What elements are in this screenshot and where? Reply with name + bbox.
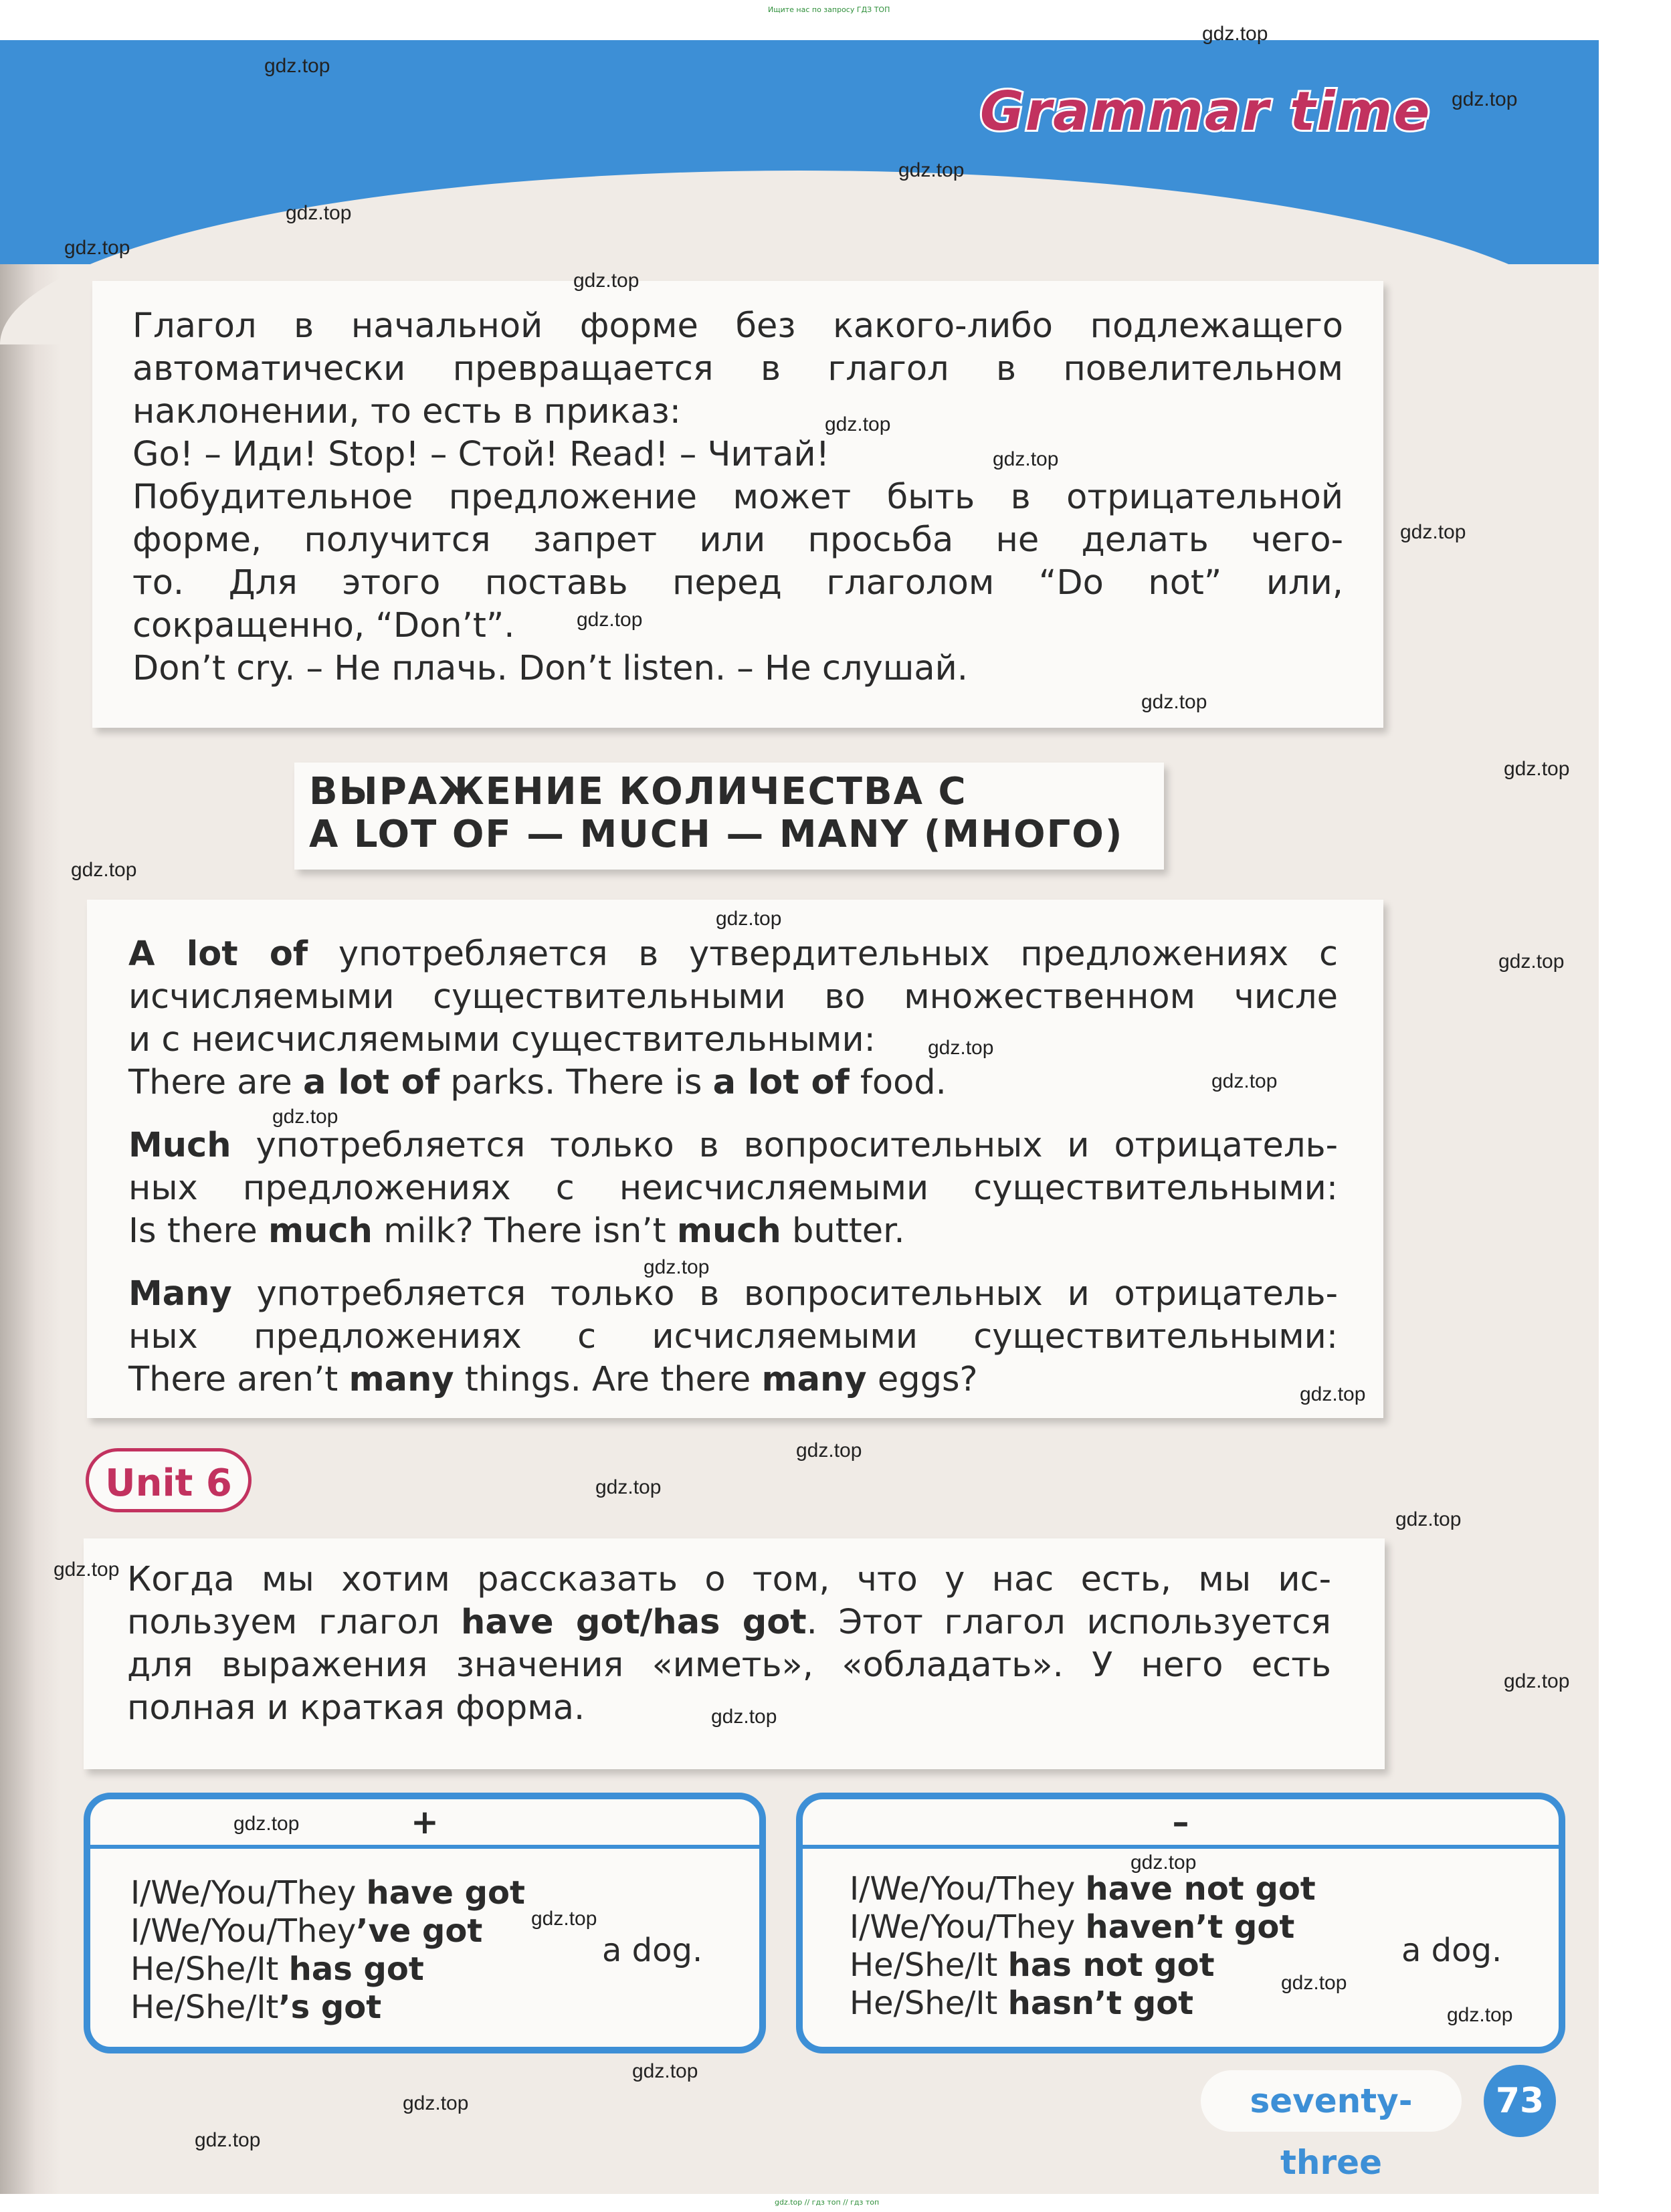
quantity-heading	[294, 763, 1164, 870]
positive-forms-table	[84, 1793, 766, 2053]
watermark: gdz.top	[195, 2129, 261, 2151]
many-term: Many	[128, 1274, 232, 1314]
positive-rows	[130, 1874, 525, 2027]
watermark: gdz.top	[993, 448, 1059, 470]
text-line: исчисляемыми существительными во множественном числе	[128, 977, 1338, 1017]
subject: I/We/You/They	[130, 1912, 357, 1950]
watermark: gdz.top	[577, 609, 643, 631]
watermark: gdz.top	[1281, 1972, 1347, 1994]
unit-label: Unit 6	[86, 1448, 252, 1512]
watermark: gdz.top	[286, 202, 352, 224]
bottom-note: gdz.top // гдз топ // гдз топ	[775, 2198, 880, 2207]
text-line: ных предложениях с неисчисляемыми существительными:	[128, 1169, 1338, 1208]
watermark: gdz.top	[796, 1439, 862, 1462]
page-title: Grammar time	[980, 80, 1432, 142]
rule-text: . Этот глагол используется	[806, 1603, 1331, 1642]
example-text: food.	[860, 1063, 947, 1102]
watermark: gdz.top	[595, 1476, 662, 1498]
watermark: gdz.top	[71, 859, 137, 881]
watermark: gdz.top	[54, 1559, 120, 1581]
table-row	[130, 1912, 525, 1950]
watermark: gdz.top	[1211, 1070, 1278, 1092]
text-line: форме, получится запрет или просьба не делать чего-	[132, 520, 1343, 560]
table-row	[130, 1989, 525, 2027]
example-text: There aren’t	[128, 1360, 338, 1399]
watermark: gdz.top	[711, 1706, 777, 1728]
rule-text: употребляется только в вопросительных и отрицатель-	[256, 1274, 1338, 1314]
much-example	[128, 1210, 1338, 1253]
example-text: parks. There is	[450, 1063, 702, 1102]
alot-rule-line	[128, 933, 1338, 976]
top-note: Ищите нас по запросу ГДЗ ТОП	[768, 5, 890, 14]
positive-object: a dog.	[602, 1932, 703, 1969]
heading-line: A LOT OF — MUCH — MANY (МНОГО)	[309, 813, 1124, 856]
example-text: Is there	[128, 1211, 258, 1251]
text-line: и с неисчисляемыми существительными:	[128, 1020, 876, 1060]
example-text: milk? There isn’t	[383, 1211, 666, 1251]
much-term: Much	[128, 1126, 231, 1165]
watermark: gdz.top	[531, 1908, 597, 1930]
imperative-text	[132, 305, 1343, 690]
watermark: gdz.top	[403, 2092, 469, 2114]
text-line: то. Для этого поставь перед глаголом “Do not” или,	[132, 563, 1343, 603]
watermark: gdz.top	[632, 2060, 698, 2082]
verb-form: ’ve got	[356, 1912, 483, 1950]
text-line: для выражения значения «иметь», «обладать». У него есть	[127, 1645, 1331, 1685]
have-got-keyword: have got/has got	[461, 1603, 807, 1642]
imperative-rule-box	[92, 281, 1383, 728]
subject: I/We/You/They	[130, 1874, 357, 1912]
watermark: gdz.top	[928, 1037, 994, 1059]
positive-header: +	[90, 1799, 759, 1849]
watermark: gdz.top	[1131, 1851, 1197, 1874]
page-number: 73	[1484, 2065, 1556, 2137]
text-line: наклонении, то есть в приказ:	[132, 392, 681, 431]
example-keyword: many	[349, 1360, 454, 1399]
alot-term: A lot of	[128, 934, 308, 974]
verb-form: hasn’t got	[1007, 1985, 1194, 2022]
rule-text: употребляется только в вопросительных и отрицатель-	[256, 1126, 1338, 1165]
watermark: gdz.top	[716, 908, 782, 930]
example-keyword: much	[268, 1211, 373, 1251]
page-number-word: seventy-three	[1201, 2070, 1462, 2132]
many-example	[128, 1359, 1338, 1401]
watermark: gdz.top	[264, 55, 330, 77]
subject: He/She/It	[130, 1950, 279, 1988]
text-line: автоматически превращается в глагол в повелительном	[132, 349, 1343, 389]
text-line: Когда мы хотим рассказать о том, что у нас есть, мы ис-	[127, 1560, 1331, 1599]
text-line: сокращенно, “Don’t”.	[132, 606, 515, 645]
text-line: полная и краткая форма.	[127, 1688, 585, 1728]
verb-form: has not got	[1007, 1946, 1215, 1984]
verb-form: haven’t got	[1085, 1908, 1295, 1946]
watermark: gdz.top	[1300, 1383, 1366, 1405]
subject: I/We/You/They	[850, 1870, 1076, 1908]
watermark: gdz.top	[1447, 2004, 1513, 2026]
watermark: gdz.top	[1504, 1670, 1570, 1692]
table-row	[850, 1946, 1316, 1985]
example-keyword: a lot of	[302, 1063, 440, 1102]
negative-rows	[850, 1870, 1316, 2023]
verb-form: has got	[288, 1950, 424, 1988]
quantity-rule-box	[87, 900, 1383, 1418]
table-row	[130, 1874, 525, 1912]
example-keyword: a lot of	[712, 1063, 850, 1102]
verb-form: ’s got	[278, 1989, 382, 2026]
watermark: gdz.top	[1452, 88, 1518, 110]
table-row	[850, 1870, 1316, 1908]
watermark: gdz.top	[233, 1813, 300, 1835]
watermark: gdz.top	[1498, 950, 1565, 973]
example-text: eggs?	[877, 1360, 978, 1399]
verb-form: have got	[366, 1874, 525, 1912]
much-rule-line	[128, 1124, 1338, 1167]
subject: He/She/It	[130, 1989, 279, 2026]
text-line: Don’t cry. – Не плачь. Don’t listen. – Не слушай.	[132, 649, 969, 688]
watermark: gdz.top	[573, 270, 640, 292]
watermark: gdz.top	[1141, 691, 1207, 713]
example-keyword: much	[676, 1211, 781, 1251]
watermark: gdz.top	[644, 1256, 710, 1278]
rule-text: употребляется в утвердительных предложениях с	[338, 934, 1338, 974]
watermark: gdz.top	[1202, 23, 1268, 45]
text-line: Go! – Иди! Stop! – Стой! Read! – Читай!	[132, 435, 830, 474]
watermark: gdz.top	[1400, 521, 1466, 543]
text-line: Глагол в начальной форме без какого-либо подлежащего	[132, 306, 1343, 346]
watermark: gdz.top	[1395, 1508, 1462, 1530]
table-row	[130, 1950, 525, 1989]
subject: He/She/It	[850, 1946, 998, 1984]
rule-text: пользуем глагол	[127, 1603, 440, 1642]
watermark: gdz.top	[64, 237, 130, 259]
watermark: gdz.top	[898, 159, 965, 181]
have-got-line	[127, 1601, 1331, 1644]
subject: He/She/It	[850, 1985, 998, 2022]
negative-object: a dog.	[1401, 1932, 1502, 1969]
have-got-rule-box	[84, 1538, 1385, 1769]
negative-header: –	[803, 1799, 1559, 1849]
watermark: gdz.top	[825, 413, 891, 435]
example-text: things. Are there	[464, 1360, 751, 1399]
example-keyword: many	[761, 1360, 867, 1399]
text-line: ных предложениях с исчисляемыми существительными:	[128, 1317, 1338, 1356]
subject: I/We/You/They	[850, 1908, 1076, 1946]
watermark: gdz.top	[272, 1106, 338, 1128]
many-rule-line	[128, 1273, 1338, 1316]
table-row	[850, 1908, 1316, 1946]
book-spine-shadow	[0, 40, 60, 2194]
text-line: Побудительное предложение может быть в отрицательной	[132, 478, 1343, 517]
heading-line: ВЫРАЖЕНИЕ КОЛИЧЕСТВА С	[309, 770, 967, 813]
table-row	[850, 1985, 1316, 2023]
watermark: gdz.top	[1504, 758, 1570, 780]
example-text: butter.	[792, 1211, 905, 1251]
example-text: There are	[128, 1063, 292, 1102]
verb-form: have not got	[1085, 1870, 1316, 1908]
alot-example	[128, 1062, 1338, 1104]
